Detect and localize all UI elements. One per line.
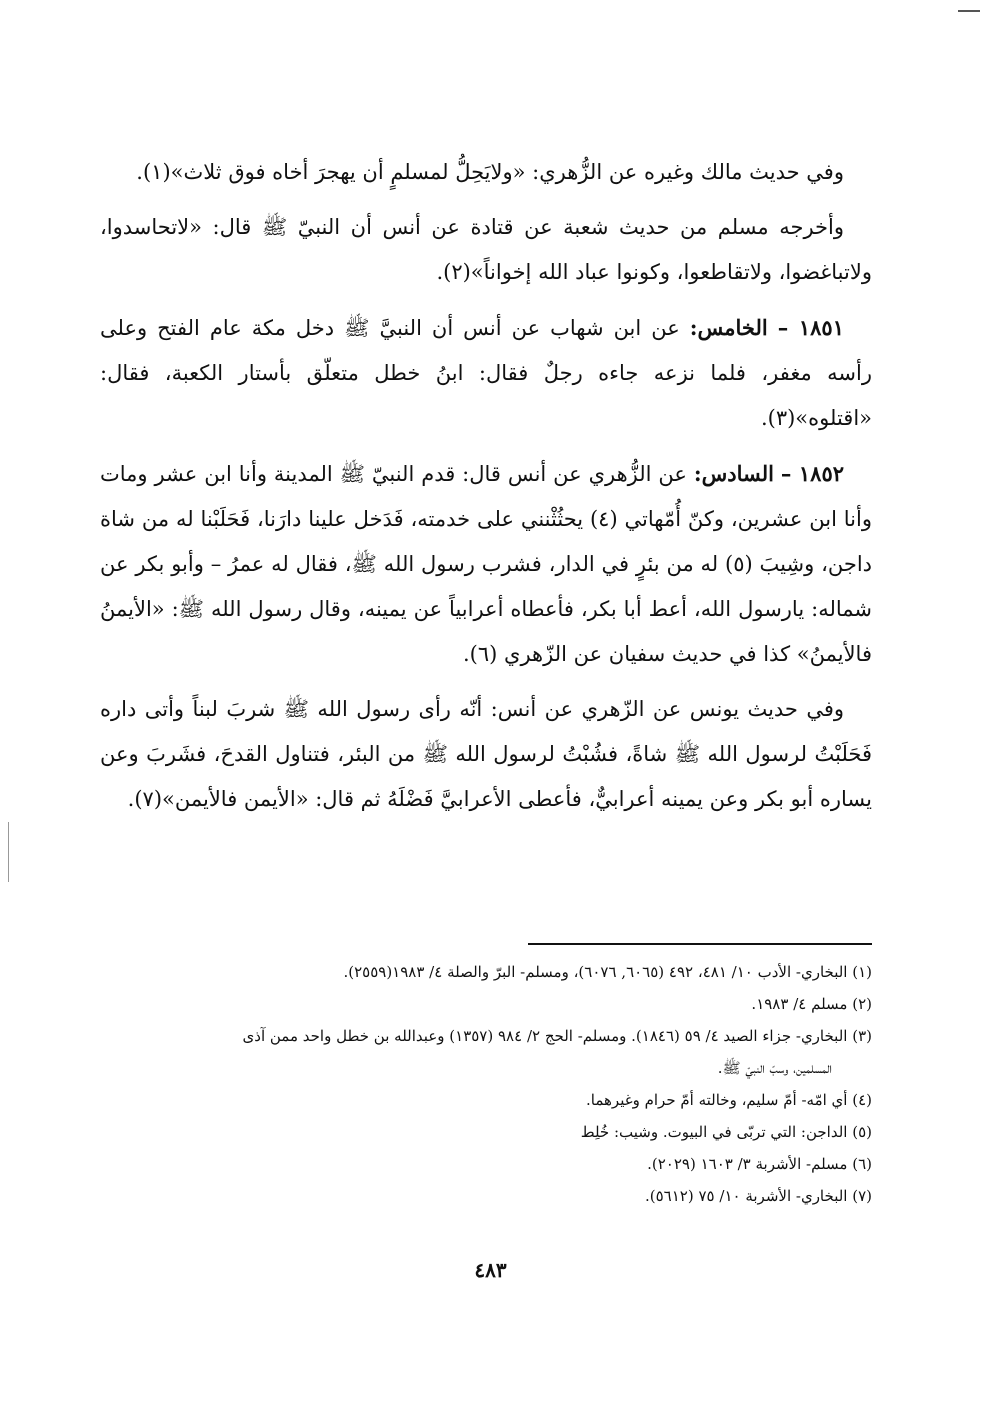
page-number: ٤٨٣ [474,1258,507,1282]
paragraph-text: وأخرجه مسلم من حديث شعبة عن قتادة عن أنس أن النبيّ ﷺ قال: «لاتحاسدوا، ولاتباغضوا، ولاتقاطعوا، وكونوا عباد الله إخواناً»(٢). [100,215,872,284]
footnote-3: (٣) البخاري- جزاء الصيد ٤/ ٥٩ (١٨٤٦). ومسلم- الحج ٢/ ٩٨٤ (١٣٥٧) وعبدالله بن خطل واحد ممن آذى [242,1027,872,1045]
main-text [100,150,872,832]
scan-edge-mark [958,10,980,12]
hadith-label: السادس: [693,461,774,486]
paragraph-1851 [100,305,872,441]
footnote-4: (٤) أي امّه- أمّ سليم، وخالته أمّ حرام وغيرهما. [586,1091,872,1109]
footnote-5: (٥) الداجن: التي تربّى في البيوت. وشيب: خُلِط [580,1123,872,1141]
paragraph-1852 [100,451,872,677]
paragraph-text: عن ابن شهاب عن أنس أن النبيَّ ﷺ دخل مكة عام الفتح وعلى رأسه مغفر، فلما نزعه جاءه رجلٌ فقال: ابنُ خطل متعلّق بأستار الكعبة، فقال: «اقتلوه»(٣). [100,316,872,430]
paragraph-5 [100,687,872,822]
hadith-label: الخامس: [689,315,768,340]
scan-margin-mark [8,822,9,882]
footnote-7: (٧) البخاري- الأشربة ١٠/ ٧٥ (٥٦١٢). [645,1187,872,1205]
paragraph-text: عن الزُّهري عن أنس قال: قدم النبيّ ﷺ المدينة وأنا ابن عشر ومات وأنا ابن عشرين، وكنّ أُمّهاتي (٤) يحثُثْنني على خدمته، فَدَخل علينا دارَنا، فَحَلَبْنا له من شاة داجن، وشِيبَ (٥) له من بئرٍ في الدار، فشرب رسول الله ﷺ، فقال له عمرُ – وأبو بكر عن شماله: يارسول الله، أعط أبا بكر، فأعطاه أعرابياً عن يمينه، وقال رسول الله ﷺ: «الأيمنُ فالأيمنُ» كذا في حديث سفيان عن الزّهري (٦). [100,462,872,666]
hadith-number: ١٨٥٢ – [780,461,845,486]
footnote-divider [528,943,872,945]
footnote-1: (١) البخاري- الأدب ١٠/ ٤٨١، ٤٩٢ (٦٠٦٥, ٦٠٧٦)، ومسلم- البرّ والصلة ٤/ ١٩٨٣(٢٥٥٩). [343,963,872,981]
hadith-number: ١٨٥١ – [777,315,844,340]
paragraph-2 [100,205,872,295]
footnote-2: (٢) مسلم ٤/ ١٩٨٣. [751,995,872,1013]
paragraph-text: وفي حديث مالك وغيره عن الزُّهري: «ولايَحِلُّ لمسلمٍ أن يهجرَ أخاه فوق ثلاث»(١). [136,160,844,184]
footnotes [100,958,872,1214]
footnote-6: (٦) مسلم- الأشربة ٣/ ١٦٠٣ (٢٠٢٩). [647,1155,872,1173]
footnote-3-continuation: المسلمين، وسبّ النبيّ ﷺ. [717,1059,832,1077]
paragraph-1 [100,150,872,195]
paragraph-text: وفي حديث يونس عن الزّهري عن أنس: أنّه رأى رسول الله ﷺ شربَ لبناً وأتى داره فَحَلَبْتُ لرسول الله ﷺ شاةً، فشُبْتُ لرسول الله ﷺ من البئر، فتناول القدحَ، فشَربَ وعن يساره أبو بكر وعن يمينه أعرابيٌّ، فأعطى الأعرابيَّ فَضْلَهُ ثم قال: «الأيمن فالأيمن»(٧). [100,697,872,811]
